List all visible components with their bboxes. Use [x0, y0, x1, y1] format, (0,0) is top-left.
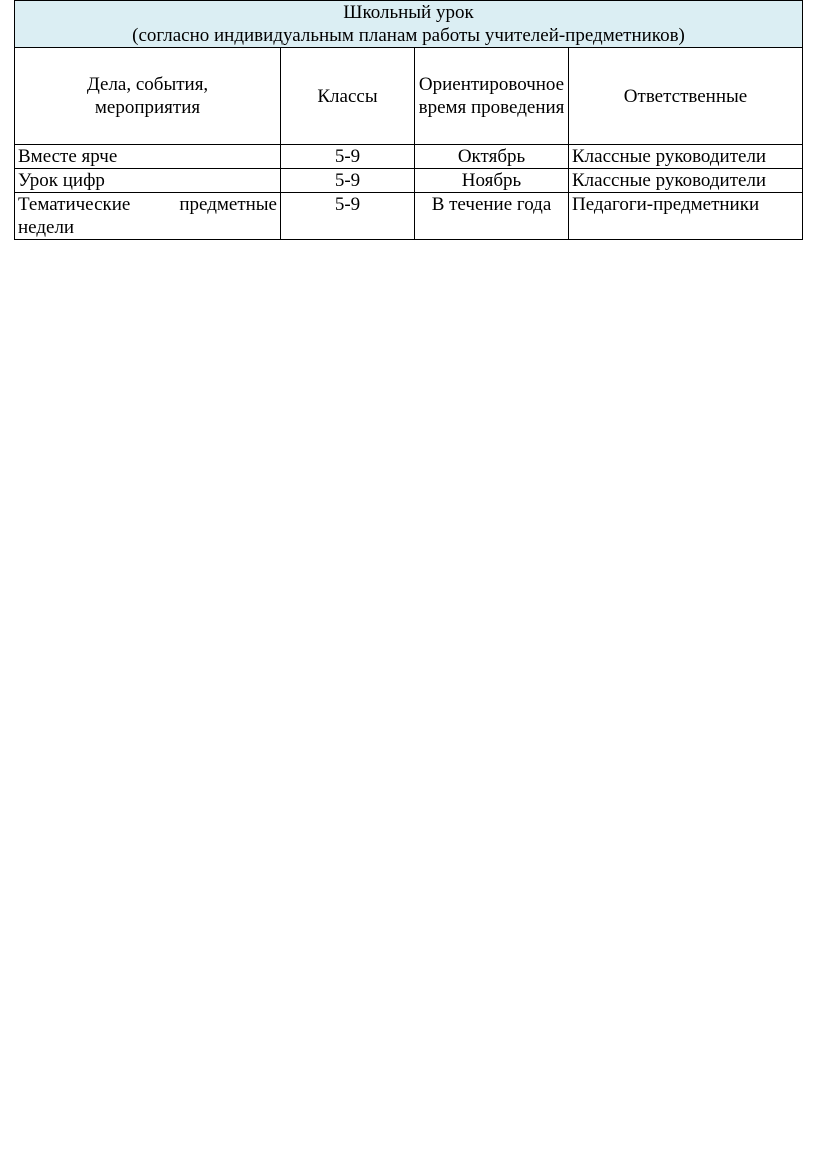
row-time: В течение года: [415, 193, 569, 240]
row-event: Урок цифр: [15, 169, 281, 193]
header-events: Дела, события, мероприятия: [15, 48, 281, 145]
table-row: [15, 169, 803, 193]
school-lesson-table: [14, 0, 803, 240]
row-classes: 5-9: [281, 193, 415, 240]
row-time: Ноябрь: [415, 169, 569, 193]
table-title-cell: [15, 1, 803, 48]
table-row: [15, 145, 803, 169]
table-subtitle: (согласно индивидуальным планам работы учителей-предметников): [132, 25, 685, 46]
row-responsible: Педагоги-предметники: [569, 193, 803, 240]
document-page: [14, 0, 802, 240]
header-classes: Классы: [281, 48, 415, 145]
table-header-row: [15, 48, 803, 145]
table-row: [15, 193, 803, 240]
table-title-row: [15, 1, 803, 48]
header-time: Ориентировочное время проведения: [415, 48, 569, 145]
row-responsible: Классные руководители: [569, 145, 803, 169]
row-classes: 5-9: [281, 169, 415, 193]
row-time: Октябрь: [415, 145, 569, 169]
table-title: Школьный урок: [343, 2, 474, 23]
row-event: Вместе ярче: [15, 145, 281, 169]
row-responsible: Классные руководители: [569, 169, 803, 193]
row-event: Тематические предметные недели: [15, 193, 281, 240]
row-classes: 5-9: [281, 145, 415, 169]
header-responsible: Ответственные: [569, 48, 803, 145]
